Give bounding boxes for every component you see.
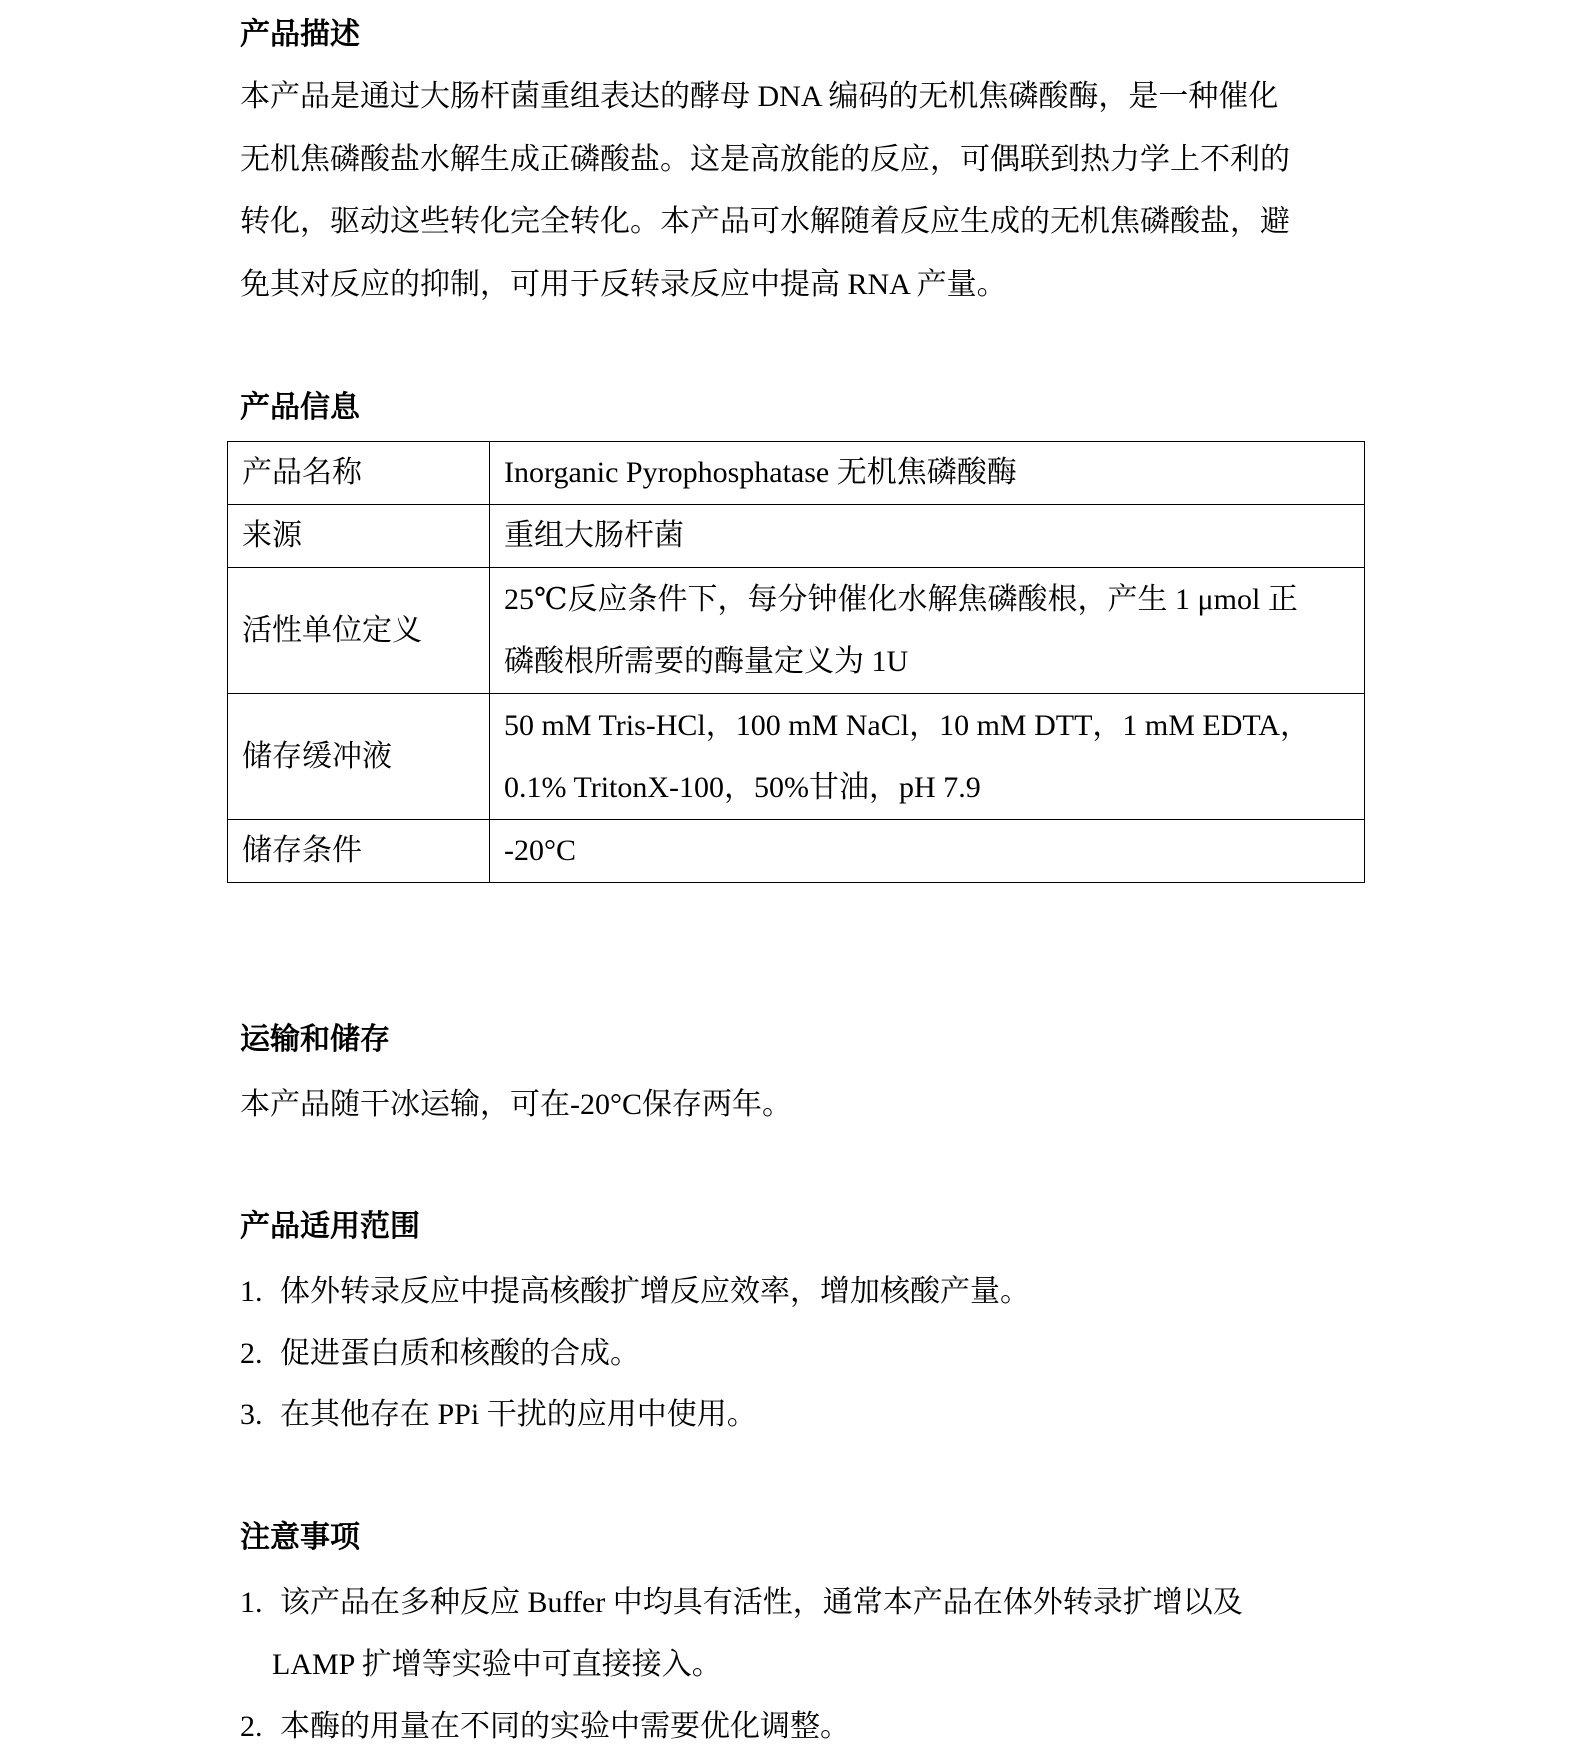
list-number: 3.: [240, 1398, 263, 1431]
table-label-cell: 来源: [228, 505, 490, 568]
table-row: [228, 568, 1365, 694]
table-value-cell: [490, 442, 1365, 505]
list-text: 促进蛋白质和核酸的合成。: [280, 1337, 640, 1370]
table-value-cell: [490, 568, 1365, 694]
list-item: [240, 1572, 1243, 1634]
table-value-cell: [490, 505, 1365, 568]
description-line: 转化，驱动这些转化完全转化。本产品可水解随着反应生成的无机焦磷酸盐，避: [240, 205, 1290, 238]
table-row: [228, 505, 1365, 568]
section-title-notes: 注意事项: [240, 1521, 360, 1554]
list-item: [240, 1384, 757, 1446]
section-title-info: 产品信息: [240, 391, 360, 424]
description-paragraph: [240, 66, 1360, 316]
table-value-line: 磷酸根所需要的酶量定义为 1U: [504, 644, 909, 678]
storage-text: 本产品随干冰运输，可在-20°C保存两年。: [240, 1088, 792, 1121]
list-number: 2.: [240, 1337, 263, 1370]
table-value-line: 50 mM Tris-HCl，100 mM NaCl，10 mM DTT，1 mM EDTA，: [504, 708, 1310, 742]
table-value-cell: [490, 694, 1365, 820]
table-value-line: 25℃反应条件下，每分钟催化水解焦磷酸根，产生 1 μmol 正: [504, 582, 1298, 616]
table-value-line: Inorganic Pyrophosphatase 无机焦磷酸酶: [504, 456, 1017, 489]
list-item: [240, 1323, 640, 1385]
list-text: 在其他存在 PPi 干扰的应用中使用。: [280, 1398, 757, 1431]
description-line: 无机焦磷酸盐水解生成正磷酸盐。这是高放能的反应，可偶联到热力学上不利的: [240, 142, 1290, 176]
list-text: 体外转录反应中提高核酸扩增反应效率，增加核酸产量。: [280, 1275, 1030, 1308]
section-title-storage: 运输和储存: [240, 1023, 390, 1056]
table-value-cell: [490, 820, 1365, 883]
product-info-table: [227, 441, 1365, 883]
list-item-continuation: LAMP 扩增等实验中可直接接入。: [272, 1648, 722, 1681]
description-line: 本产品是通过大肠杆菌重组表达的酵母 DNA 编码的无机焦磷酸酶，是一种催化: [240, 80, 1279, 113]
table-label-cell: 储存条件: [228, 820, 490, 883]
section-title-scope: 产品适用范围: [240, 1210, 420, 1243]
list-text: 本酶的用量在不同的实验中需要优化调整。: [280, 1710, 850, 1743]
description-line: 免其对反应的抑制，可用于反转录反应中提高 RNA 产量。: [240, 267, 1007, 301]
table-label-cell: 储存缓冲液: [228, 694, 490, 820]
list-number: 1.: [240, 1275, 263, 1308]
table-value-line: -20°C: [504, 834, 576, 867]
table-row: [228, 442, 1365, 505]
list-item: [240, 1261, 1030, 1323]
table-value-line: 0.1% TritonX-100，50%甘油，pH 7.9: [504, 770, 981, 804]
list-item: [240, 1696, 850, 1758]
list-number: 1.: [240, 1586, 263, 1619]
table-label-cell: 产品名称: [228, 442, 490, 505]
table-label-cell: 活性单位定义: [228, 568, 490, 694]
list-number: 2.: [240, 1710, 263, 1743]
section-title-description: 产品描述: [240, 18, 360, 51]
table-value-line: 重组大肠杆菌: [504, 519, 684, 552]
table-row: [228, 820, 1365, 883]
list-text: 该产品在多种反应 Buffer 中均具有活性，通常本产品在体外转录扩增以及: [280, 1586, 1243, 1619]
table-row: [228, 694, 1365, 820]
